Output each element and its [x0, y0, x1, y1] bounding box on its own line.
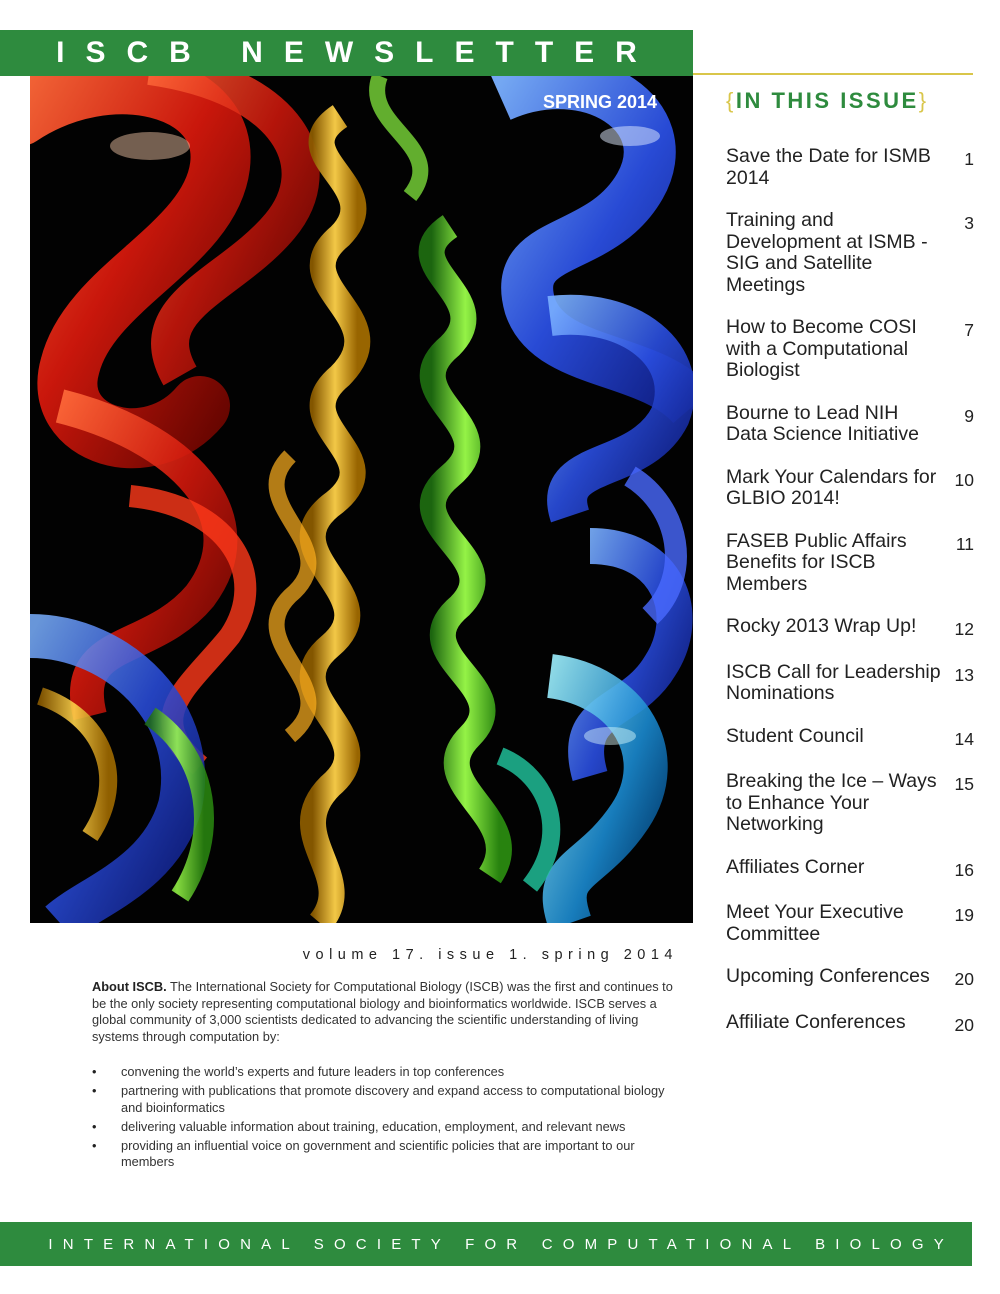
- toc-close-brace: }: [918, 88, 929, 113]
- masthead-title: ISCB NEWSLETTER: [56, 36, 658, 69]
- about-bullet-list: [92, 1064, 682, 1173]
- toc-item[interactable]: [726, 210, 974, 296]
- toc-item-title: Affiliates Corner: [726, 855, 865, 878]
- volume-issue-line: volume 17. issue 1. spring 2014: [302, 947, 678, 963]
- toc-item[interactable]: [726, 857, 974, 882]
- toc-item[interactable]: [726, 966, 974, 991]
- toc-item-title: Bourne to Lead NIH Data Science Initiative: [726, 401, 919, 445]
- about-iscb-paragraph: [92, 979, 682, 1045]
- toc-item-page: 13: [954, 664, 974, 685]
- toc-item[interactable]: [726, 146, 974, 189]
- toc-item-page: 16: [954, 859, 974, 880]
- toc-item-title: Breaking the Ice – Ways to Enhance Your Networking: [726, 770, 937, 835]
- about-lead: About ISCB.: [92, 979, 167, 994]
- footer-org-name: INTERNATIONAL SOCIETY FOR COMPUTATIONAL BIOLOGY: [48, 1235, 954, 1253]
- toc-item-title: Upcoming Conferences: [726, 965, 930, 987]
- toc-item-page: 20: [954, 1014, 974, 1035]
- protein-ribbon-illustration: [30, 76, 693, 923]
- toc-item-title: Save the Date for ISMB 2014: [726, 145, 931, 189]
- footer-banner: [0, 1222, 972, 1266]
- toc-item-title: Affiliate Conferences: [726, 1010, 906, 1033]
- toc-item-title: Meet Your Executive Committee: [726, 901, 904, 945]
- newsletter-masthead: [0, 30, 693, 76]
- toc-item-title: Training and Development at ISMB - SIG and Satellite Meetings: [726, 209, 928, 296]
- toc-item-page: 7: [964, 320, 974, 340]
- toc-item-title: Mark Your Calendars for GLBIO 2014!: [726, 465, 937, 509]
- toc-item-page: 10: [954, 469, 974, 490]
- toc-item-page: 14: [954, 728, 974, 749]
- toc-item-title: Rocky 2013 Wrap Up!: [726, 615, 917, 637]
- toc-item[interactable]: [726, 662, 974, 705]
- toc-heading: [726, 88, 929, 114]
- toc-item-page: 12: [954, 619, 974, 639]
- toc-item-page: 1: [964, 149, 974, 169]
- toc-item-page: 19: [954, 905, 974, 925]
- toc-item-page: 15: [954, 774, 974, 794]
- cover-image: [30, 76, 693, 923]
- toc-item[interactable]: [726, 531, 974, 596]
- toc-item-page: 9: [964, 405, 974, 426]
- header-divider: [693, 73, 973, 75]
- toc-item[interactable]: [726, 726, 974, 751]
- about-text: The International Society for Computational Biology (ISCB) was the first and continues to be the only society representing computational biology and bioinformatics worldwide. ISCB serves a global community of 3,000 scientists dedicated to advancing the scientific understanding of living systems through computation by:: [92, 979, 673, 1044]
- list-item: • delivering valuable information about training, education, employment, and relevant news: [92, 1119, 682, 1136]
- toc-item[interactable]: [726, 902, 974, 945]
- toc-item-page: 20: [954, 969, 974, 989]
- toc-item[interactable]: [726, 467, 974, 510]
- toc-open-brace: {: [726, 88, 736, 113]
- issue-season-label: SPRING 2014: [542, 92, 657, 112]
- toc-item-title: ISCB Call for Leadership Nominations: [726, 660, 941, 704]
- toc-item[interactable]: [726, 317, 974, 382]
- toc-item-page: 3: [964, 213, 974, 233]
- toc-item[interactable]: [726, 1012, 974, 1037]
- toc-heading-text: IN THIS ISSUE: [735, 88, 919, 113]
- toc-item-page: 11: [955, 533, 974, 554]
- toc-item-title: FASEB Public Affairs Benefits for ISCB Members: [726, 529, 907, 595]
- list-item: • providing an influential voice on government and scientific policies that are important to our members: [92, 1138, 682, 1171]
- toc-item[interactable]: [726, 616, 974, 641]
- toc-item[interactable]: [726, 771, 974, 836]
- toc-item[interactable]: [726, 403, 974, 446]
- list-item: • convening the world’s experts and future leaders in top conferences: [92, 1064, 682, 1081]
- table-of-contents: [726, 146, 974, 1057]
- toc-item-title: Student Council: [726, 724, 864, 747]
- toc-item-title: How to Become COSI with a Computational Biologist: [726, 316, 917, 381]
- list-item: • partnering with publications that promote discovery and expand access to computational biology and bioinformatics: [92, 1083, 682, 1116]
